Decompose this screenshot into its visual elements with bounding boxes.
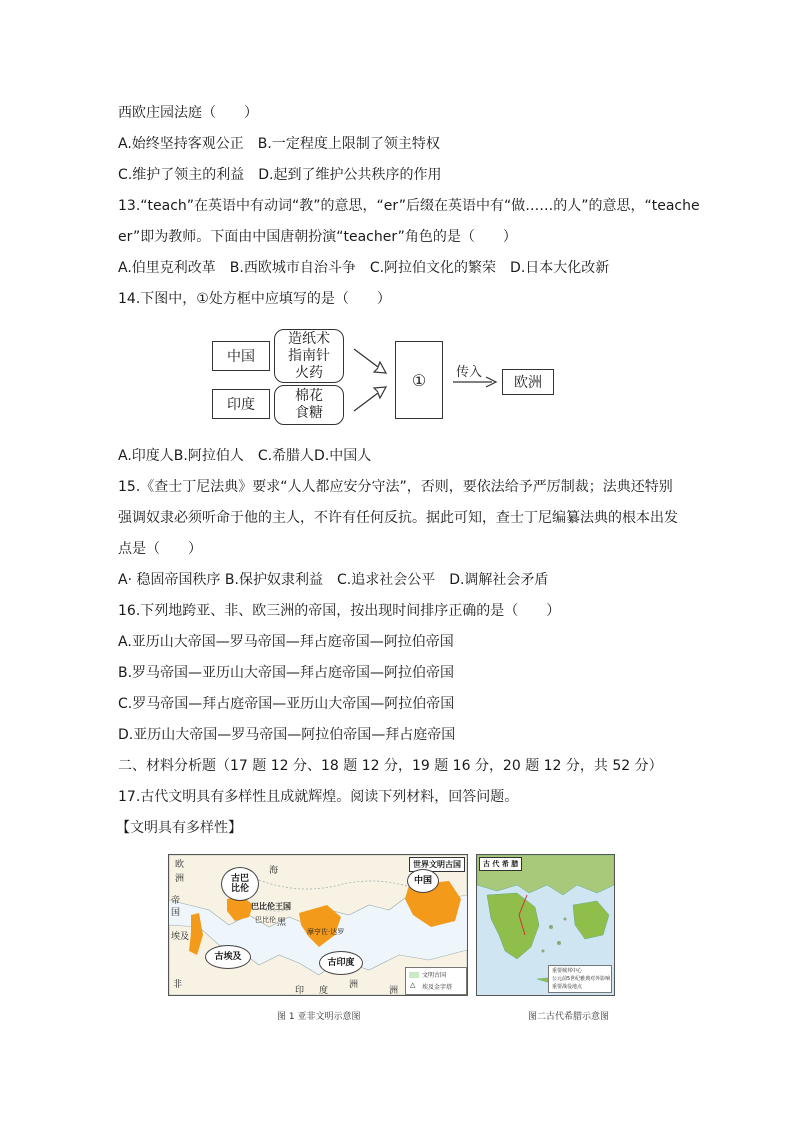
map1-side-label: 埃及 (171, 932, 190, 942)
invention-item: 指南针 (288, 347, 330, 364)
europe-box: 欧洲 (502, 369, 554, 395)
map1-misc-label: 度 (319, 986, 329, 996)
question-16-option-b: B.罗马帝国—亚历山大帝国—拜占庭帝国—阿拉伯帝国 (118, 665, 455, 681)
question-13-stem-cont: er”即为教师。下面由中国唐朝扮演“teacher”角色的是（ ） (118, 229, 517, 245)
question-12-options-ab: A.始终坚持客观公正 B.一定程度上限制了领主特权 (118, 136, 440, 152)
question-15-stem-end: 点是（ ） (118, 541, 202, 557)
asia-minor-coast (573, 901, 609, 939)
babylon-callout: 古巴 比伦 (221, 867, 259, 901)
question-16-option-c: C.罗马帝国—拜占庭帝国—亚历山大帝国—阿拉伯帝国 (118, 696, 455, 712)
afro-asian-civilizations-map (168, 854, 468, 996)
transmit-arrow (452, 375, 500, 389)
india-callout: 古印度 (319, 951, 363, 975)
goods-item: 食糖 (295, 405, 323, 421)
question-15-stem-cont: 强调奴隶必须听命于他的主人，不许有任何反抗。据此可知，查士丁尼编纂法典的根本出发 (118, 510, 678, 526)
question-16-option-d: D.亚历山大帝国—罗马帝国—阿拉伯帝国—拜占庭帝国 (118, 727, 456, 743)
question-14-stem: 14.下图中，①处方框中应填写的是（ ） (118, 291, 391, 307)
figure-1-caption: 图 1 亚非文明示意图 (277, 1012, 361, 1022)
transmit-label: 传入 (456, 365, 483, 380)
map1-title: 世界文明古国 (409, 857, 465, 872)
legend-civ-label: 文明古国 (422, 972, 447, 979)
legend-battle-label: 重要战役地点 (552, 984, 583, 990)
china-box: 中国 (212, 341, 270, 371)
babylon-kingdom-label: 巴比伦王国 (251, 902, 291, 911)
question-16-stem: 16.下列地跨亚、非、欧三洲的帝国，按出现时间排序正确的是（ ） (118, 603, 561, 619)
invention-item: 火药 (295, 364, 323, 381)
question-12-stem: 西欧庄园法庭（ ） (118, 105, 258, 121)
china-callout: 中国 (407, 869, 439, 893)
subheading-diversity: 【文明具有多样性】 (116, 820, 242, 836)
goods-item: 棉花 (295, 388, 323, 404)
question-15-stem: 15.《查士丁尼法典》要求“人人都应安分守法”，否则，要依法给予严厉制裁；法典还特别 (118, 479, 673, 495)
map2-legend (548, 965, 612, 993)
map1-misc-label: 摩亨佐·达罗 (307, 928, 345, 936)
map1-misc-label: 巴比伦 (255, 916, 276, 924)
question-13-options: A.伯里克利改革 B.西欧城市自治斗争 C.阿拉伯文化的繁荣 D.日本大化改新 (118, 260, 610, 276)
ancient-greece-map (476, 854, 615, 996)
map1-misc-label: 洲 (389, 986, 399, 996)
greek-mainland (487, 893, 539, 959)
question-17-stem: 17.古代文明具有多样性且成就辉煌。阅读下列材料，回答问题。 (118, 789, 519, 805)
map1-side-label: 洲 (175, 874, 185, 884)
figure-2-caption: 图二古代希腊示意图 (528, 1012, 610, 1022)
china-inventions-box (274, 329, 344, 383)
section-heading: 二、材料分析题（17 题 12 分、18 题 12 分，19 题 16 分，20 题 12 分，共 52 分） (118, 758, 663, 774)
legend-pyramid-label: 埃及金字塔 (422, 984, 453, 991)
map1-side-label: 非 (173, 980, 183, 990)
map1-misc-label: 海 (269, 866, 279, 876)
transmission-diagram (212, 327, 562, 427)
map1-misc-label: 洲 (349, 980, 359, 990)
map1-legend (405, 967, 467, 995)
legend-swatch-civ (409, 972, 419, 978)
map1-misc-label: 黑 (277, 918, 287, 928)
map2-title: 古 代 希 腊 (479, 857, 522, 871)
question-13-stem: 13.“teach”在英语中有动词“教”的意思，“er”后缀在英语中有“做……的人”的意思，“teache (118, 198, 700, 214)
india-goods-box (274, 385, 344, 425)
invention-item: 造纸术 (288, 330, 330, 347)
pyramid-icon: △ (410, 981, 416, 989)
question-12-options-cd: C.维护了领主的利益 D.起到了维护公共秩序的作用 (118, 167, 442, 183)
legend-athens-label: 公元前5世纪雅典对外影响 (552, 976, 611, 982)
map1-misc-label: 印 (295, 986, 305, 996)
question-15-options: A· 稳固帝国秩序 B.保护奴隶利益 C.追求社会公平 D.调解社会矛盾 (118, 572, 549, 588)
legend-city-label: 重要城邦中心 (552, 968, 583, 974)
map1-side-label: 国 (171, 908, 181, 918)
map1-side-label: 帝 (171, 896, 181, 906)
question-14-options: A.印度人B.阿拉伯人 C.希腊人D.中国人 (118, 448, 372, 464)
egypt-callout: 古埃及 (205, 945, 251, 969)
blank-box-1: ① (395, 341, 443, 419)
question-16-option-a: A.亚历山大帝国—罗马帝国—拜占庭帝国—阿拉伯帝国 (118, 634, 454, 650)
arrows-to-center (352, 345, 392, 415)
map1-side-label: 欧 (175, 860, 185, 870)
india-box: 印度 (212, 389, 270, 419)
